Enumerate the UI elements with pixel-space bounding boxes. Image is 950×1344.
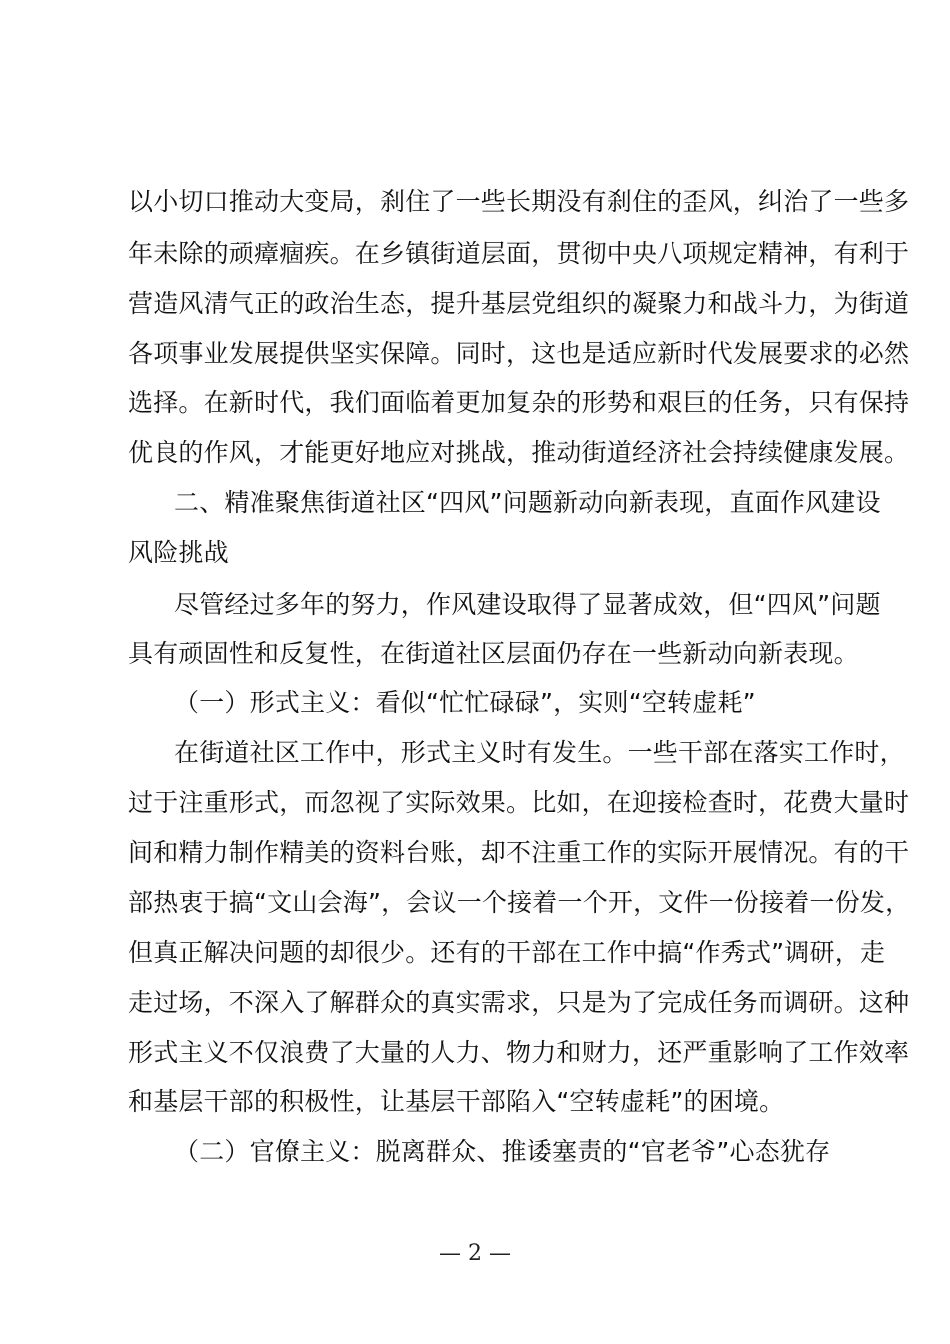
paragraph-line: 年未除的顽瘴痼疾。在乡镇街道层面，贯彻中央八项规定精神，有利于 bbox=[128, 239, 910, 268]
paragraph-line: 具有顽固性和反复性，在街道社区层面仍存在一些新动向新表现。 bbox=[128, 639, 859, 668]
paragraph-line: 尽管经过多年的努力，作风建设取得了显著成效，但“四风”问题 bbox=[174, 590, 881, 619]
paragraph-line: 但真正解决问题的却很少。还有的干部在工作中搞“作秀式”调研，走 bbox=[128, 938, 886, 967]
paragraph-line: 选择。在新时代，我们面临着更加复杂的形势和艰巨的任务，只有保持 bbox=[128, 388, 910, 417]
subsection-heading: （二）官僚主义：脱离群众、推诿塞责的“官老爷”心态犹存 bbox=[174, 1137, 831, 1166]
paragraph-line: 营造风清气正的政治生态，提升基层党组织的凝聚力和战斗力，为街道 bbox=[128, 289, 910, 318]
paragraph-line: 间和精力制作精美的资料台账，却不注重工作的实际开展情况。有的干 bbox=[128, 838, 910, 867]
page-number: — 2 — bbox=[439, 1241, 511, 1266]
subsection-heading: （一）形式主义：看似“忙忙碌碌”，实则“空转虚耗” bbox=[174, 688, 756, 717]
paragraph-line: 过于注重形式，而忽视了实际效果。比如，在迎接检查时，花费大量时 bbox=[128, 788, 910, 817]
paragraph-line: 各项事业发展提供坚实保障。同时，这也是适应新时代发展要求的必然 bbox=[128, 339, 910, 368]
paragraph-line: 和基层干部的积极性，让基层干部陷入“空转虚耗”的困境。 bbox=[128, 1087, 785, 1116]
section-heading: 二、精准聚焦街道社区“四风”问题新动向新表现，直面作风建设 bbox=[174, 488, 881, 517]
section-heading: 风险挑战 bbox=[128, 538, 229, 567]
paragraph-line: 部热衷于搞“文山会海”，会议一个接着一个开，文件一份接着一份发， bbox=[128, 888, 911, 917]
paragraph-line: 走过场，不深入了解群众的真实需求，只是为了完成任务而调研。这种 bbox=[128, 988, 910, 1017]
paragraph-line: 在街道社区工作中，形式主义时有发生。一些干部在落实工作时， bbox=[174, 738, 905, 767]
paragraph-line: 以小切口推动大变局，刹住了一些长期没有刹住的歪风，纠治了一些多 bbox=[128, 187, 910, 216]
paragraph-line: 形式主义不仅浪费了大量的人力、物力和财力，还严重影响了工作效率 bbox=[128, 1038, 910, 1067]
paragraph-line: 优良的作风，才能更好地应对挑战，推动街道经济社会持续健康发展。 bbox=[128, 438, 910, 467]
